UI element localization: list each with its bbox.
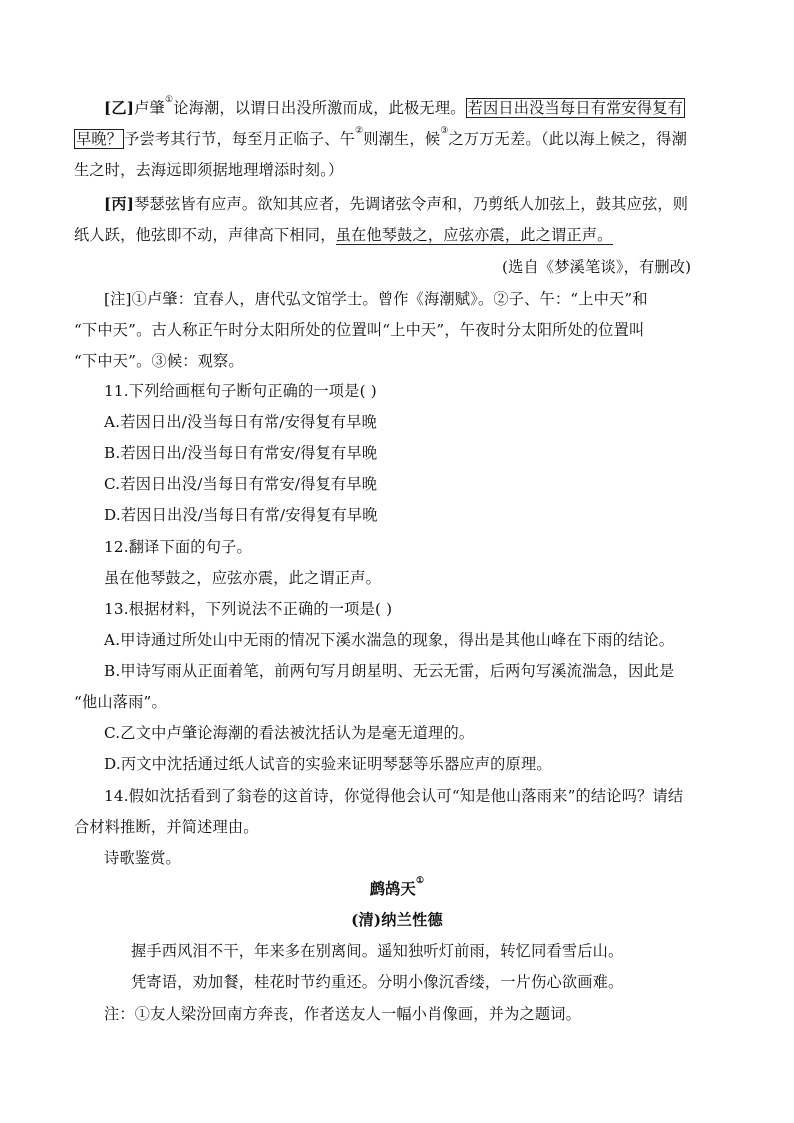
question-14-line-2: 合材料推断，并简述理由。 xyxy=(74,818,259,836)
footnote-marker-3: ③ xyxy=(440,125,449,136)
question-13-option-a: A.甲诗通过所处山中无雨的情况下溪水湍急的现象，得出是其他山峰在下雨的结论。 xyxy=(104,631,675,649)
bing-label: [丙] xyxy=(104,195,135,213)
boxed-sentence-part-2: 早晚？ xyxy=(76,130,123,148)
footnote-marker-1: ① xyxy=(164,94,174,105)
notes-line-2: “下中天”。古人称正午时分太阳所处的位置叫“上中天”，午夜时分太阳所处的位置叫 xyxy=(74,321,645,339)
bing-paragraph-line-1: [丙]琴瑟弦皆有应声。欲知其应者，先调诸弦令声和，乃剪纸人加弦上，鼓其应弦，则 xyxy=(104,195,689,213)
poem-author: (清)纳兰性德 xyxy=(351,911,443,929)
poem-title: 鹧鸪天① xyxy=(369,875,425,898)
poem-footnote-marker: ① xyxy=(415,875,425,886)
question-13-option-d: D.丙文中沈括通过纸人试音的实验来证明琴瑟等乐器应声的原理。 xyxy=(104,755,552,773)
question-12-sentence: 虽在他琴鼓之，应弦亦震，此之谓正声。 xyxy=(104,569,381,587)
poem-line-1: 握手西风泪不干，年来多在别离间。遥知独听灯前雨，转忆同看雪后山。 xyxy=(131,942,624,960)
yi-label: [乙] xyxy=(104,99,135,117)
question-13-option-b-line-2: “他山落雨”。 xyxy=(74,693,167,711)
poem-line-2: 凭寄语，劝加餐，桂花时节约重还。分明小像沉香缕，一片伤心欲画难。 xyxy=(131,973,624,991)
boxed-sentence-part-1: 若因日出没当每日有常安得复有 xyxy=(467,99,684,117)
yi-paragraph-line-1: [乙]卢肇①论海潮，以谓日出没所激而成，此极无理。 若因日出没当每日有常安得复有 xyxy=(104,94,684,117)
question-11-option-c: C.若因日出没/当每日有常安/得复有早晚 xyxy=(104,475,378,493)
question-14-line-1: 14.假如沈括看到了翁卷的这首诗，你觉得他会认可“知是他山落雨来”的结论吗？请结 xyxy=(104,787,684,805)
question-11-option-b: B.若因日出/没当每日有常安/得复有早晚 xyxy=(104,444,378,462)
question-13-option-b-line-1: B.甲诗写雨从正面着笔，前两句写月朗星明、无云无雷，后两句写溪流湍急，因此是 xyxy=(104,662,675,680)
source-citation: (选自《梦溪笔谈》，有删改) xyxy=(502,258,692,276)
question-11-option-d: D.若因日出没/当每日有常/安得复有早晚 xyxy=(104,506,378,524)
question-13-option-c: C.乙文中卢肇论海潮的看法被沈括认为是毫无道理的。 xyxy=(104,724,475,742)
poem-note: 注：①友人梁汾回南方奔丧，作者送友人一幅小肖像画，并为之题词。 xyxy=(104,1005,582,1023)
notes-line-3: “下中天”。③候：观察。 xyxy=(74,352,244,370)
notes-line-1: [注]①卢肇：宜春人，唐代弘文馆学士。曾作《海潮赋》。②子、午：“上中天”和 xyxy=(104,290,648,308)
section-heading-poetry: 诗歌鉴赏。 xyxy=(104,849,181,867)
question-11-option-a: A.若因日出/没当每日有常/安得复有早晚 xyxy=(104,413,378,431)
question-12-stem: 12.翻译下面的句子。 xyxy=(104,538,252,556)
underlined-sentence: 虽在他琴鼓之，应弦亦震，此之谓正声。 xyxy=(335,226,613,244)
footnote-marker-2: ② xyxy=(354,125,364,136)
yi-paragraph-line-2: 早晚？ 予尝考其行节，每至月正临子、午②则潮生，候③之万万无差。（此以海上候之，得潮 xyxy=(76,125,688,148)
question-11-stem: 11.下列给画框句子断句正确的一项是( ) xyxy=(104,382,377,400)
question-13-stem: 13.根据材料，下列说法不正确的一项是( ) xyxy=(104,600,393,618)
bing-paragraph-line-2: 纸人跃，他弦即不动，声律高下相同，虽在他琴鼓之，应弦亦震，此之谓正声。 xyxy=(74,226,613,244)
yi-paragraph-line-3: 生之时，去海远即须据地理增添时刻。） xyxy=(74,161,344,179)
